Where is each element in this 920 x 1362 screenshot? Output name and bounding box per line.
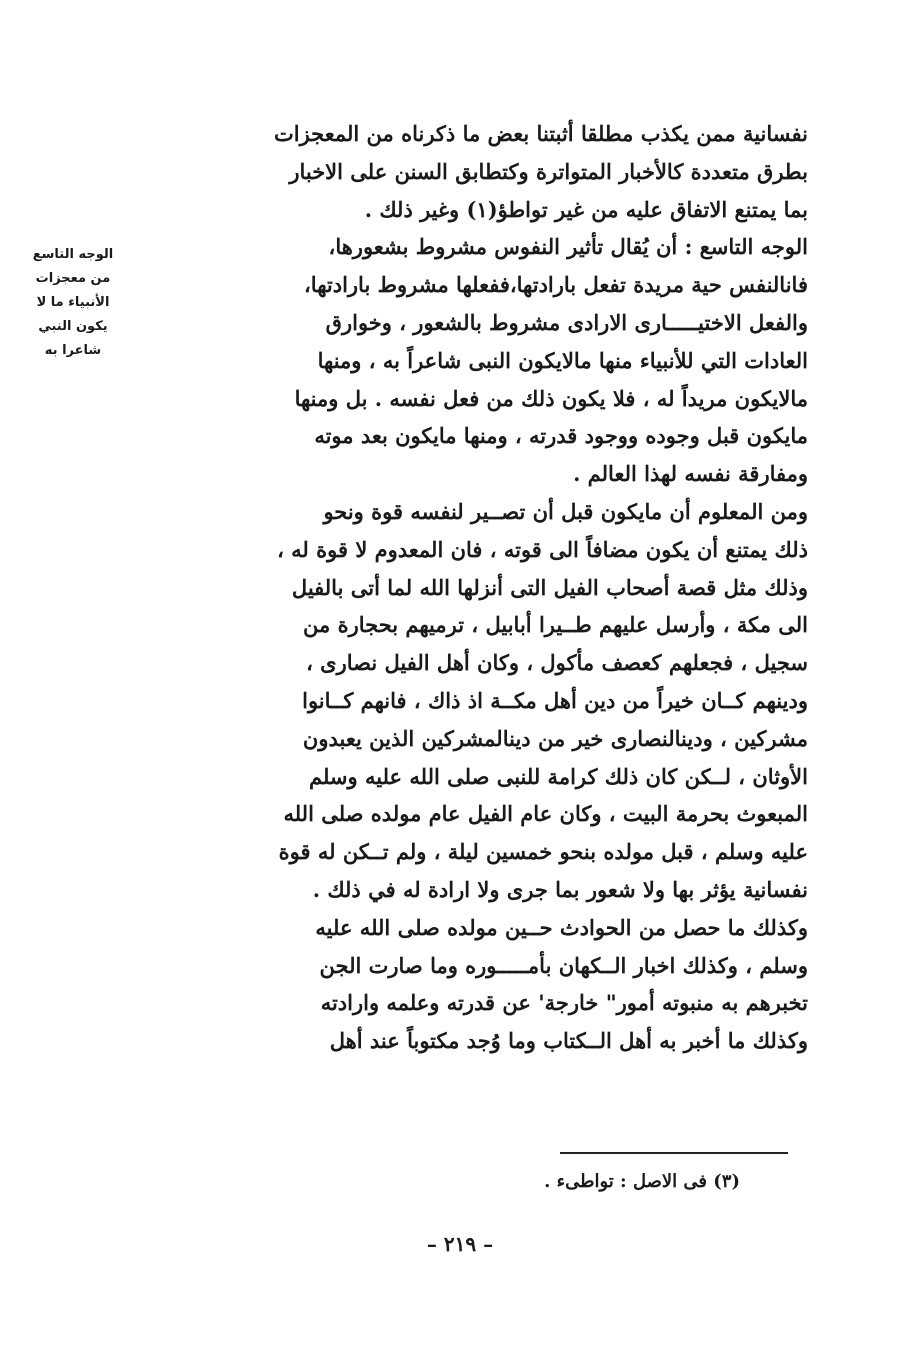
text-line: المبعوث بحرمة البيت ، وكان عام الفيل عام مولده صلى الله — [283, 801, 808, 827]
text-line: والفعل الاختيـــــارى الارادى مشروط بالشعور ، وخوارق — [325, 309, 808, 335]
text-line: فانالنفس حية مريدة تفعل بارادتها،ففعلها مشروط بارادتها، — [304, 272, 808, 298]
text-line: سجيل ، فجعلهم كعصف مأكول ، وكان أهل الفيل نصارى ، — [306, 650, 808, 676]
text-line: الأوثان ، لــكن كان ذلك كرامة للنبى صلى الله عليه وسلم — [309, 763, 808, 789]
text-line: عليه وسلم ، قبل مولده بنحو خمسين ليلة ، ولم تــكن له قوة — [278, 839, 808, 865]
text-line: العادات التي للأنبياء منها مالايكون النبى شاعراً به ، ومنها — [317, 347, 808, 373]
text-line: الوجه التاسع : أن يُقال تأثير النفوس مشروط بشعورها، — [328, 234, 808, 260]
text-line: نفسانية ممن يكذب مطلقا أثبتنا بعض ما ذكرناه من المعجزات — [273, 121, 808, 146]
text-line: ذلك يمتنع أن يكون مضافاً الى قوته ، فان المعدوم لا قوة له ، — [277, 536, 808, 562]
margin-note-line: الوجه التاسع — [32, 247, 114, 262]
text-line: مشركين ، ودينالنصارى خير من دينالمشركين الذين يعبدون — [302, 725, 808, 751]
text-line: تخبرهم به منبوته أمور" خارجة' عن قدرته وعلمه وارادته — [320, 990, 808, 1016]
margin-note-line: الأنبياء ما لا — [36, 295, 110, 310]
margin-note-line: يكون النبي — [38, 319, 108, 334]
main-text — [128, 115, 808, 1060]
footnote-divider — [560, 1152, 788, 1154]
margin-note-line: من معجزات — [35, 271, 111, 286]
margin-note — [28, 243, 118, 363]
text-line: ومفارقة نفسه لهذا العالم . — [573, 461, 808, 487]
text-line: مالايكون مريداً له ، فلا يكون ذلك من فعل نفسه . بل ومنها — [294, 385, 808, 411]
text-line: ودينهم كــان خيراً من دين أهل مكــة اذ ذاك ، فانهم كــانوا — [302, 687, 808, 713]
text-line: ومن المعلوم أن مايكون قبل أن تصــير لنفسه قوة ونحو — [323, 498, 808, 524]
text-line: الى مكة ، وأرسل عليهم طــيرا أبابيل ، ترميهم بحجارة من — [303, 612, 808, 638]
text-line: نفسانية يؤثر بها ولا شعور بما جرى ولا ارادة له في ذلك . — [312, 876, 808, 902]
text-line: وكذلك ما حصل من الحوادث حــين مولده صلى الله عليه — [315, 914, 808, 940]
text-line: مايكون قبل وجوده ووجود قدرته ، ومنها مايكون بعد موته — [314, 423, 808, 449]
page-number: – ٢١٩ – — [426, 1232, 494, 1256]
text-line: وسلم ، وكذلك اخبار الــكهان بأمـــــوره وما صارت الجن — [319, 952, 808, 978]
text-line: وذلك مثل قصة أصحاب الفيل التى أنزلها الله لما أتى بالفيل — [291, 574, 808, 600]
text-line: بما يمتنع الاتفاق عليه من غير تواطؤ(١) وغير ذلك . — [364, 196, 808, 222]
margin-note-line: شاعرا به — [44, 343, 102, 358]
text-line: وكذلك ما أخبر به أهل الــكتاب وما وُجد مكتوباً عند أهل — [329, 1028, 808, 1054]
footnote: (٣) فى الاصل : تواطىء . — [544, 1171, 740, 1192]
text-line: بطرق متعددة كالأخبار المتواترة وكتطابق السنن على الاخبار — [289, 158, 808, 184]
